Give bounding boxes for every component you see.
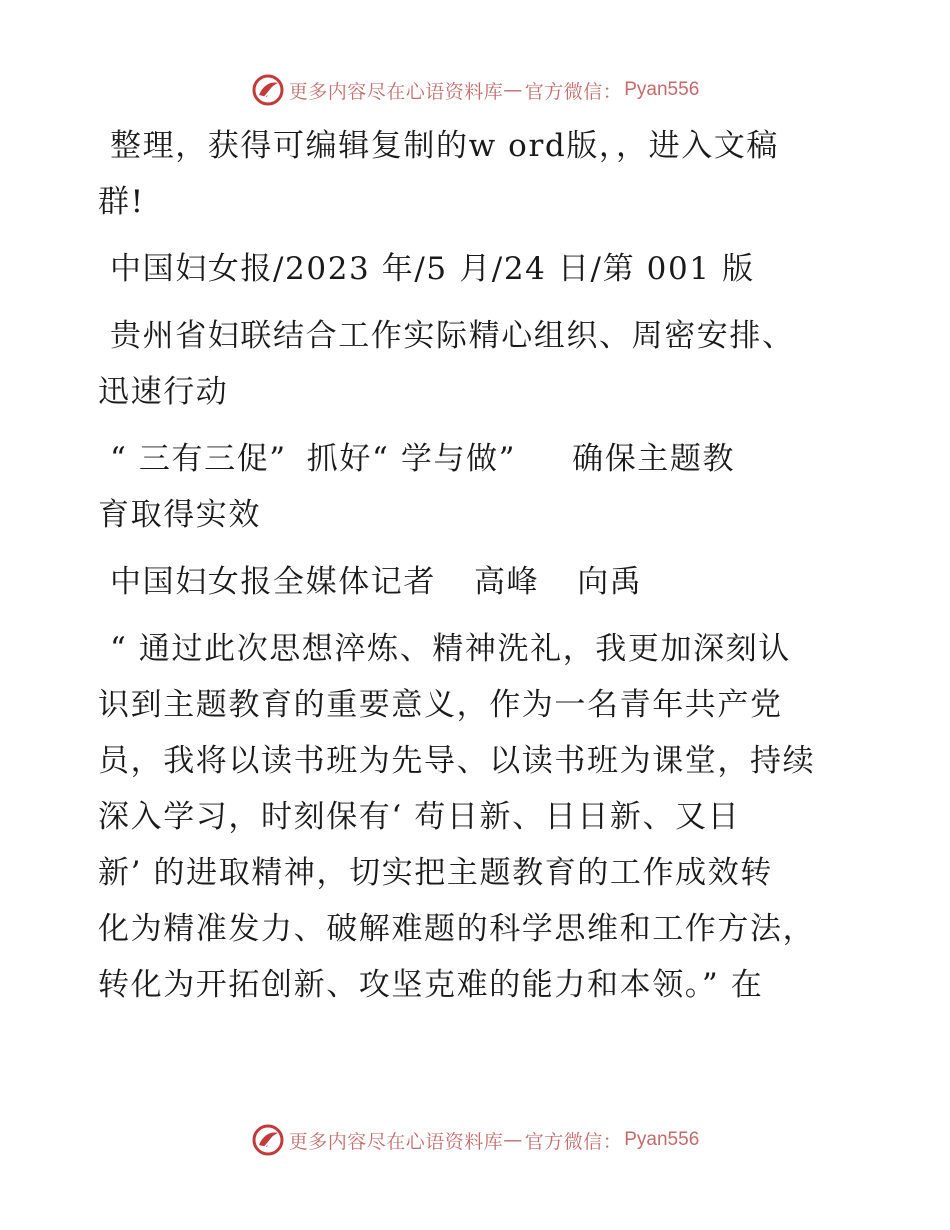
watermark-wechat-id: Pyan556: [624, 79, 700, 100]
byline-author-1: 高峰: [474, 564, 540, 600]
byline: [98, 554, 858, 610]
watermark-wechat-label: 官方微信：: [524, 1130, 623, 1153]
watermark-site-text: 更多内容尽在心语资料库: [288, 80, 504, 103]
body-line: 员，我将以读书班为先导、以读书班为课堂，持续: [98, 743, 816, 779]
headline-primary-line-2: 迅速行动: [98, 374, 229, 410]
headline-secondary-part-3: 确保主题教: [572, 441, 736, 477]
headline-secondary: [98, 431, 858, 543]
body-line: 识到主题教育的重要意义，作为一名青年共产党: [98, 687, 783, 723]
red-seal-logo-icon: [251, 1123, 285, 1157]
watermark-dash: —: [503, 1129, 523, 1151]
source-text: 中国妇女报/2023 年/5 月/24 日/第 001 版: [110, 251, 755, 287]
red-seal-logo-icon: [251, 73, 285, 107]
intro-line-2: 群!: [98, 184, 145, 220]
footer-watermark: [0, 1120, 950, 1160]
body-line: “ 通过此次思想淬炼、精神洗礼，我更加深刻认: [110, 631, 791, 667]
source-line: [98, 241, 858, 297]
body-paragraph: [98, 621, 858, 1013]
byline-role: 中国妇女报全媒体记者: [110, 564, 436, 600]
headline-secondary-part-1: “ 三有三促”: [110, 441, 287, 477]
watermark-wechat-label: 官方微信：: [524, 80, 623, 103]
headline-secondary-part-2: 抓好“ 学与做”: [306, 441, 517, 477]
intro-line-1: 整理，获得可编辑复制的w ord版，，进入文稿: [110, 128, 780, 164]
document-content: [98, 118, 858, 1013]
watermark-site-text: 更多内容尽在心语资料库: [288, 1130, 504, 1153]
headline-primary: [98, 308, 858, 420]
headline-secondary-line-2: 育取得实效: [98, 497, 261, 533]
byline-author-2: 向禹: [577, 564, 643, 600]
body-line: 新’ 的进取精神，切实把主题教育的工作成效转: [98, 855, 773, 891]
intro-paragraph: [98, 118, 858, 230]
headline-primary-line-1: 贵州省妇联结合工作实际精心组织、周密安排、: [110, 318, 795, 354]
body-line: 转化为开拓创新、攻坚克难的能力和本领。” 在: [98, 967, 764, 1003]
body-line: 化为精准发力、破解难题的科学思维和工作方法，: [98, 911, 816, 947]
header-watermark: [0, 70, 950, 110]
body-line: 深入学习，时刻保有‘ 苟日新、日日新、又日: [98, 799, 741, 835]
watermark-dash: —: [503, 79, 523, 101]
watermark-wechat-id: Pyan556: [624, 1129, 700, 1150]
